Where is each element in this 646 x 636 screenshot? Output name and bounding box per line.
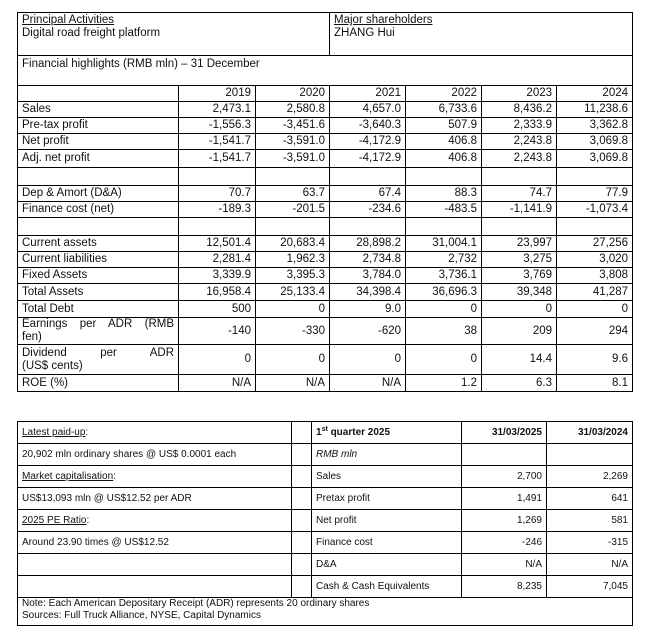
value-cell: 77.9 [557, 186, 633, 202]
year-header-blank [18, 86, 179, 102]
value-cell: 36,696.3 [406, 284, 482, 301]
value-cell: 3,339.9 [179, 268, 256, 284]
spacer-cell [292, 488, 312, 510]
empty-cell [256, 168, 330, 186]
table-row [18, 268, 633, 284]
principal-activities-value: Digital road freight platform [22, 27, 161, 39]
value-cell: 406.8 [406, 134, 482, 150]
quarter-value: 2,700 [462, 466, 547, 488]
empty-cell [256, 218, 330, 236]
year-header: 2019 [179, 86, 256, 102]
quarter-value: -246 [462, 532, 547, 554]
value-cell: 2,243.8 [482, 150, 557, 168]
value-cell: 2,580.8 [256, 102, 330, 118]
value-cell: 2,333.9 [482, 118, 557, 134]
value-cell: 41,287 [557, 284, 633, 301]
company-info-row [18, 13, 633, 56]
value-cell: N/A [330, 375, 406, 392]
paid-up-value: 20,902 mln ordinary shares @ US$ 0.0001 each [18, 444, 292, 466]
row-label: Total Assets [18, 284, 179, 301]
value-cell: 20,683.4 [256, 236, 330, 252]
value-cell: 3,769 [482, 268, 557, 284]
value-cell: 11,238.6 [557, 102, 633, 118]
quarter-value: 8,235 [462, 576, 547, 598]
value-cell: 1,962.3 [256, 252, 330, 268]
empty-cell [547, 444, 633, 466]
row-label: Current assets [18, 236, 179, 252]
table-row [18, 301, 633, 318]
value-cell: -3,591.0 [256, 150, 330, 168]
quarter-row-label: Net profit [312, 510, 462, 532]
value-cell: 406.8 [406, 150, 482, 168]
quarter-value: -315 [547, 532, 633, 554]
empty-cell [18, 576, 292, 598]
table-row [18, 345, 633, 375]
empty-cell [18, 168, 179, 186]
quarter-value: 1,269 [462, 510, 547, 532]
value-cell: 23,997 [482, 236, 557, 252]
spacer-row [18, 218, 633, 236]
value-cell: 209 [482, 318, 557, 345]
quarter-row-label: D&A [312, 554, 462, 576]
market-cap-label: Market capitalisation: [18, 466, 292, 488]
pe-ratio-value: Around 23.90 times @ US$12.52 [18, 532, 292, 554]
value-cell: -234.6 [330, 202, 406, 218]
value-cell: 0 [256, 345, 330, 375]
value-cell: 2,734.8 [330, 252, 406, 268]
value-cell: 507.9 [406, 118, 482, 134]
row-label: Finance cost (net) [18, 202, 179, 218]
value-cell: 63.7 [256, 186, 330, 202]
spacer-cell [292, 554, 312, 576]
value-cell: 67.4 [330, 186, 406, 202]
quarter-row-label: Sales [312, 466, 462, 488]
major-shareholders-cell [330, 13, 633, 56]
quarter-value: 2,269 [547, 466, 633, 488]
quarter-value: N/A [547, 554, 633, 576]
value-cell: -3,640.3 [330, 118, 406, 134]
value-cell: 88.3 [406, 186, 482, 202]
quarter-row [18, 510, 633, 532]
value-cell: 6.3 [482, 375, 557, 392]
value-cell: 74.7 [482, 186, 557, 202]
value-cell: -1,541.7 [179, 150, 256, 168]
table-row [18, 284, 633, 301]
value-cell: 9.6 [557, 345, 633, 375]
note-cell [18, 598, 633, 626]
value-cell: 70.7 [179, 186, 256, 202]
spacer-cell [292, 466, 312, 488]
value-cell: -4,172.9 [330, 134, 406, 150]
value-cell: 0 [256, 301, 330, 318]
sources-note: Sources: Full Truck Alliance, NYSE, Capital Dynamics [22, 610, 261, 621]
value-cell: -1,141.9 [482, 202, 557, 218]
row-label: Sales [18, 102, 179, 118]
table-row [18, 252, 633, 268]
value-cell: 2,243.8 [482, 134, 557, 150]
latest-paid-up-label: Latest paid-up: [18, 422, 292, 444]
value-cell: 31,004.1 [406, 236, 482, 252]
quarter-title: 1st quarter 2025 [312, 422, 462, 444]
value-cell: 3,784.0 [330, 268, 406, 284]
value-cell: 8,436.2 [482, 102, 557, 118]
empty-cell [18, 554, 292, 576]
quarter-value: 7,045 [547, 576, 633, 598]
quarter-row-label: Pretax profit [312, 488, 462, 510]
spacer-cell [292, 422, 312, 444]
financial-highlights-title: Financial highlights (RMB mln) – 31 December [18, 56, 633, 86]
quarter-row [18, 576, 633, 598]
value-cell: -189.3 [179, 202, 256, 218]
empty-cell [179, 168, 256, 186]
value-cell: 34,398.4 [330, 284, 406, 301]
quarter-value: 1,491 [462, 488, 547, 510]
value-cell: 4,657.0 [330, 102, 406, 118]
value-cell: 28,898.2 [330, 236, 406, 252]
year-header: 2021 [330, 86, 406, 102]
row-label: Adj. net profit [18, 150, 179, 168]
empty-cell [406, 168, 482, 186]
year-header: 2022 [406, 86, 482, 102]
value-cell: -1,073.4 [557, 202, 633, 218]
quarter-value: 581 [547, 510, 633, 532]
value-cell: -330 [256, 318, 330, 345]
value-cell: -1,541.7 [179, 134, 256, 150]
quarter-col2-header: 31/03/2024 [547, 422, 633, 444]
row-label: Fixed Assets [18, 268, 179, 284]
row-label: Current liabilities [18, 252, 179, 268]
year-header: 2020 [256, 86, 330, 102]
major-shareholders-label: Major shareholders [334, 14, 433, 26]
year-header: 2024 [557, 86, 633, 102]
value-cell: 3,020 [557, 252, 633, 268]
quarter-row [18, 532, 633, 554]
year-header: 2023 [482, 86, 557, 102]
quarter-row [18, 466, 633, 488]
value-cell: 0 [406, 301, 482, 318]
value-cell: 0 [179, 345, 256, 375]
value-cell: -201.5 [256, 202, 330, 218]
value-cell: 3,275 [482, 252, 557, 268]
spacer-cell [292, 576, 312, 598]
row-label: Total Debt [18, 301, 179, 318]
value-cell: 6,733.6 [406, 102, 482, 118]
empty-cell [18, 218, 179, 236]
value-cell: 25,133.4 [256, 284, 330, 301]
row-label: ROE (%) [18, 375, 179, 392]
year-header-row [18, 86, 633, 102]
value-cell: 8.1 [557, 375, 633, 392]
value-cell: N/A [179, 375, 256, 392]
value-cell: -4,172.9 [330, 150, 406, 168]
quarterly-table [17, 421, 633, 626]
value-cell: 16,958.4 [179, 284, 256, 301]
table-row [18, 186, 633, 202]
table-row [18, 118, 633, 134]
value-cell: 0 [557, 301, 633, 318]
value-cell: -620 [330, 318, 406, 345]
note-row [18, 598, 633, 626]
quarter-row-label: Finance cost [312, 532, 462, 554]
value-cell: -1,556.3 [179, 118, 256, 134]
quarter-row [18, 554, 633, 576]
financial-title-row [18, 56, 633, 86]
value-cell: 0 [482, 301, 557, 318]
empty-cell [406, 218, 482, 236]
value-cell: 38 [406, 318, 482, 345]
value-cell: 3,808 [557, 268, 633, 284]
value-cell: 12,501.4 [179, 236, 256, 252]
table-row [18, 202, 633, 218]
empty-cell [482, 168, 557, 186]
empty-cell [330, 168, 406, 186]
quarter-row [18, 444, 633, 466]
value-cell: 3,069.8 [557, 150, 633, 168]
market-cap-value: US$13,093 mln @ US$12.52 per ADR [18, 488, 292, 510]
table-row [18, 375, 633, 392]
value-cell: 3,736.1 [406, 268, 482, 284]
pe-ratio-label: 2025 PE Ratio: [18, 510, 292, 532]
major-shareholders-value: ZHANG Hui [334, 27, 395, 39]
table-row [18, 236, 633, 252]
value-cell: 2,473.1 [179, 102, 256, 118]
quarter-unit: RMB mln [312, 444, 462, 466]
value-cell: 500 [179, 301, 256, 318]
empty-cell [330, 218, 406, 236]
quarter-col1-header: 31/03/2025 [462, 422, 547, 444]
value-cell: 9.0 [330, 301, 406, 318]
table-row [18, 134, 633, 150]
principal-activities-label: Principal Activities [22, 14, 115, 26]
empty-cell [179, 218, 256, 236]
value-cell: -3,451.6 [256, 118, 330, 134]
row-label: Pre-tax profit [18, 118, 179, 134]
value-cell: -483.5 [406, 202, 482, 218]
value-cell: N/A [256, 375, 330, 392]
spacer-cell [292, 444, 312, 466]
table-row [18, 102, 633, 118]
spacer-cell [292, 532, 312, 554]
table-row [18, 150, 633, 168]
quarter-row [18, 488, 633, 510]
value-cell: 39,348 [482, 284, 557, 301]
spacer-row [18, 168, 633, 186]
quarter-value: N/A [462, 554, 547, 576]
quarter-row [18, 422, 633, 444]
row-label: Dividend per ADR (US$ cents) [18, 345, 179, 375]
row-label: Earnings per ADR (RMB fen) [18, 318, 179, 345]
value-cell: 3,395.3 [256, 268, 330, 284]
value-cell: 294 [557, 318, 633, 345]
spacer-cell [292, 510, 312, 532]
empty-cell [557, 218, 633, 236]
value-cell: 0 [330, 345, 406, 375]
value-cell: 1.2 [406, 375, 482, 392]
value-cell: 3,362.8 [557, 118, 633, 134]
quarter-row-label: Cash & Cash Equivalents [312, 576, 462, 598]
value-cell: 2,732 [406, 252, 482, 268]
value-cell: 3,069.8 [557, 134, 633, 150]
value-cell: -3,591.0 [256, 134, 330, 150]
empty-cell [557, 168, 633, 186]
annual-highlights-table [17, 12, 633, 392]
value-cell: 14.4 [482, 345, 557, 375]
empty-cell [482, 218, 557, 236]
adr-note: Note: Each American Depositary Receipt (ADR) represents 20 ordinary shares [22, 598, 370, 609]
value-cell: -140 [179, 318, 256, 345]
value-cell: 27,256 [557, 236, 633, 252]
value-cell: 2,281.4 [179, 252, 256, 268]
row-label: Dep & Amort (D&A) [18, 186, 179, 202]
table-row [18, 318, 633, 345]
row-label: Net profit [18, 134, 179, 150]
value-cell: 0 [406, 345, 482, 375]
quarter-value: 641 [547, 488, 633, 510]
principal-activities-cell [18, 13, 330, 56]
empty-cell [462, 444, 547, 466]
